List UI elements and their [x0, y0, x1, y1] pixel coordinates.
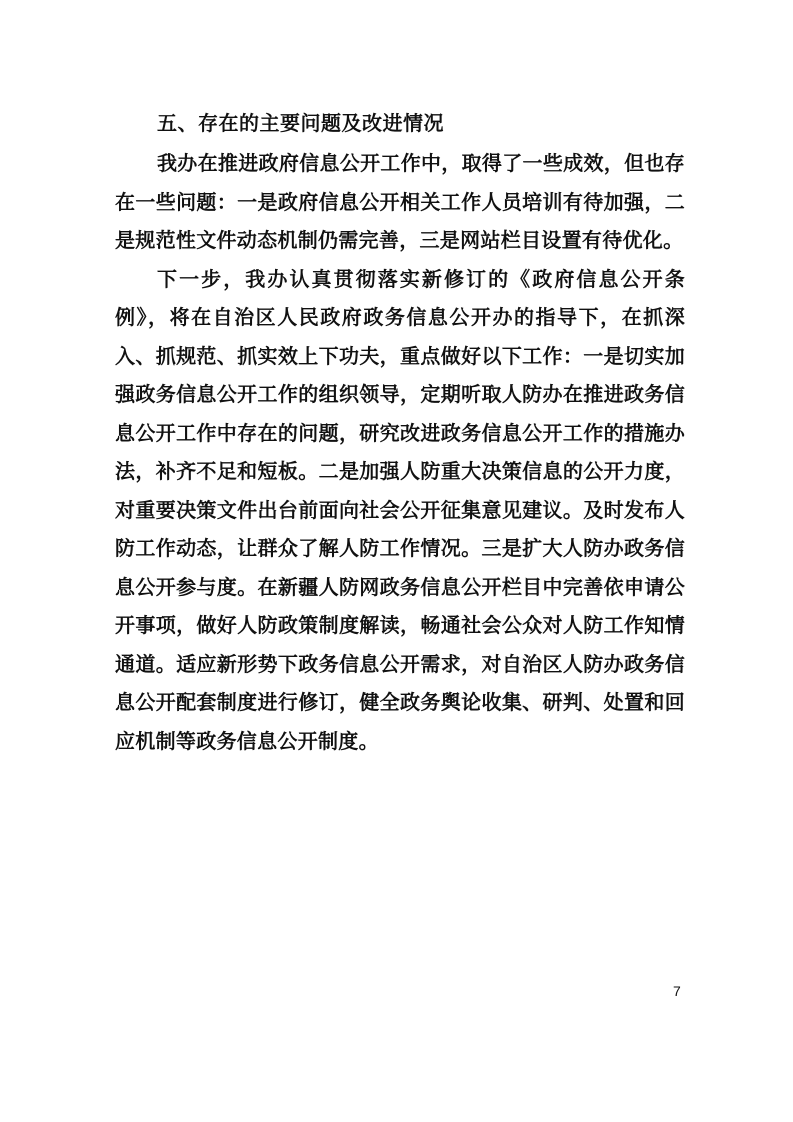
paragraph-next-steps: 下一步，我办认真贯彻落实新修订的《政府信息公开条例》，将在自治区人民政府政务信息公开办的指导下，在抓深入、抓规范、抓实效上下功夫，重点做好以下工作：一是切实加强政务信息公开工作的组织领导，定期听取人防办在推进政务信息公开工作中存在的问题，研究改进政务信息公开工作的措施办法，补齐不足和短板。二是加强人防重大决策信息的公开力度，对重要决策文件出台前面向社会公开征集意见建议。及时发布人防工作动态，让群众了解人防工作情况。三是扩大人防办政务信息公开参与度。在新疆人防网政务信息公开栏目中完善依申请公开事项，做好人防政策制度解读，畅通社会公众对人防工作知情通道。适应新形势下政务信息公开需求，对自治区人防办政务信息公开配套制度进行修订，健全政务舆论收集、研判、处置和回应机制等政务信息公开制度。: [115, 266, 685, 753]
paragraph-problems: 我办在推进政府信息公开工作中，取得了一些成效，但也存在一些问题：一是政府信息公开相关工作人员培训有待加强，二是规范性文件动态机制仍需完善，三是网站栏目设置有待优化。: [115, 151, 685, 252]
page-number: 7: [673, 983, 681, 999]
document-body: [115, 102, 685, 760]
section-heading: 五、存在的主要问题及改进情况: [157, 111, 444, 135]
